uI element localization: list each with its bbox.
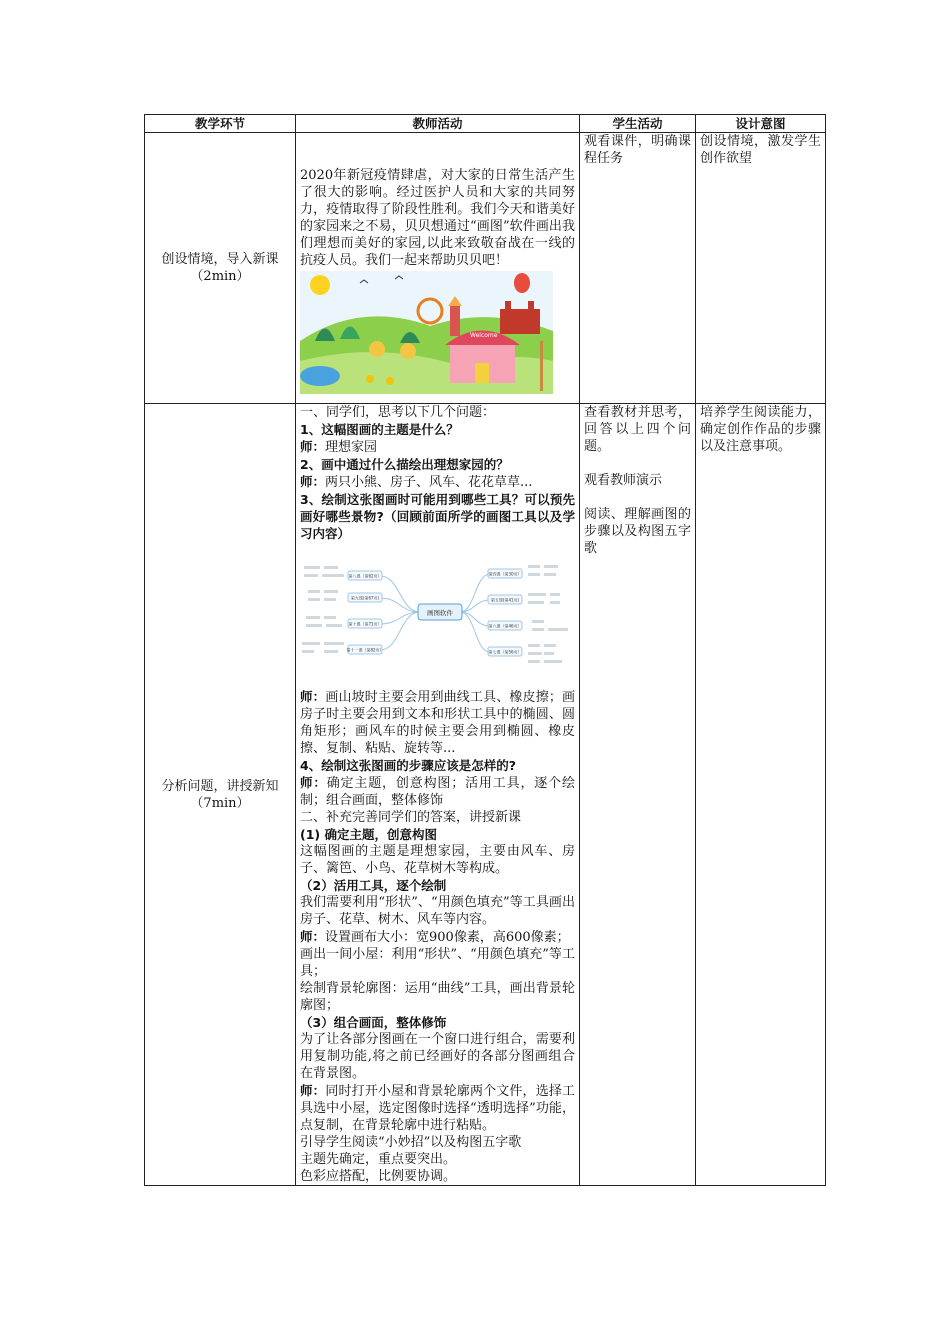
question-3: 3、绘制这张图画时可能用到哪些工具？可以预先画好哪些景物?（回顾前面所学的画图工具以及学习内容） [300, 492, 575, 541]
mind-map-diagram [300, 560, 572, 664]
student-cell: 观看课件，明确课程任务 [580, 133, 696, 404]
mindmap-right-2: 第五课(第41页) [490, 597, 520, 603]
mindmap-left-4: 第十一课（第82页） [346, 647, 384, 653]
header-student: 学生活动 [580, 115, 696, 133]
poem-line-2: 色彩应搭配，比例要协调。 [300, 1169, 457, 1184]
mindmap-left-2: 第九课(第67页) [350, 595, 380, 601]
step-1-title: (1) 确定主题，创意构图 [300, 827, 437, 842]
header-stage: 教学环节 [145, 115, 296, 133]
step-3-guide: 引导学生阅读“小妙招”以及构图五字歌 [300, 1135, 522, 1150]
header-row [145, 115, 826, 133]
step-3-text: 为了让各部分图画在一个窗口进行组合，需要利用复制功能,将之前已经画好的各部分图画组合在背景图。 [300, 1032, 575, 1081]
mindmap-right-1: 第四课（第30页） [488, 571, 522, 577]
answer-4: 师：确定主题，创意构图；活用工具，逐个绘制；组合画面，整体修饰 [300, 775, 575, 808]
step-3-title: （3）组合画面，整体修饰 [300, 1015, 447, 1030]
stage-time-2: （7min） [190, 795, 250, 811]
mindmap-center: 画图软件 [427, 609, 453, 617]
stage-cell [145, 133, 296, 404]
question-4: 4、绘制这张图画的步骤应该是怎样的? [300, 758, 516, 773]
teacher-cell-2 [296, 404, 580, 1186]
step-2-outline: 绘制背景轮廓图：运用“曲线”工具，画出背景轮廓图； [300, 981, 575, 1013]
student-cell-2 [580, 404, 696, 1186]
intent-cell-2: 培养学生阅读能力，确定创作作品的步骤以及注意事项。 [696, 404, 826, 1186]
intro-text: 2020年新冠疫情肆虐，对大家的日常生活产生了很大的影响。经过医护人员和大家的共同努力，疫情取得了阶段性胜利。我们今天和谐美好的家园来之不易，贝贝想通过“画图”软件画出我们理想而美好的家园,以此来致敬奋战在一线的抗疫人员。我们一起来帮助贝贝吧！ [300, 168, 575, 268]
answer-2: 师：两只小熊、房子、风车、花花草草... [300, 474, 533, 490]
part-two-line: 二、补充完善同学们的答案，讲授新课 [300, 810, 522, 825]
student-activity-1: 查看教材并思考，回答以上四个问题。 [584, 405, 691, 454]
stage-title: 创设情境，导入新课 [161, 252, 279, 267]
sun-icon [310, 275, 330, 295]
step-2-house: 画出一间小屋：利用“形状”、“用颜色填充”等工具； [300, 947, 575, 979]
lesson-plan-table [144, 114, 826, 1186]
teacher-cell [296, 133, 580, 404]
question-2: 2、画中通过什么描绘出理想家园的？ [300, 457, 509, 472]
header-teacher: 教师活动 [296, 115, 580, 133]
ideal-home-illustration [300, 271, 553, 394]
mindmap-left-1: 第八课（第62页） [348, 573, 382, 579]
intent-cell: 创设情境，激发学生创作欲望 [696, 133, 826, 404]
header-intent: 设计意图 [696, 115, 826, 133]
stage-cell-2 [145, 404, 296, 1186]
row-intro [145, 133, 826, 404]
student-activity-3: 阅读、理解画图的步骤以及构图五字歌 [584, 507, 691, 556]
student-activity-2: 观看教师演示 [584, 473, 663, 488]
step-2-text: 我们需要利用“形状”、“用颜色填充”等工具画出房子、花草、树木、风车等内容。 [300, 895, 575, 927]
mindmap-right-4: 第七课（第56页） [488, 649, 522, 655]
mindmap-left-3: 第十课（第71页） [348, 621, 382, 627]
row-analysis [145, 404, 826, 1186]
step-2-title: （2）活用工具，逐个绘制 [300, 878, 447, 893]
mindmap-right-3: 第六课（第46页） [488, 623, 522, 629]
step-2-canvas: 师：设置画布大小：宽900像素，高600像素； [300, 929, 570, 945]
poem-line-1: 主题先确定，重点要突出。 [300, 1152, 457, 1167]
intro-line: 一、同学们，思考以下几个问题： [300, 405, 496, 420]
step-1-text: 这幅图画的主题是理想家园，主要由风车、房子、篱笆、小鸟、花草树木等构成。 [300, 844, 575, 876]
stage-time: （2min） [190, 269, 250, 284]
answer-3: 师：画山坡时主要会用到曲线工具、橡皮擦；画房子时主要会用到文本和形状工具中的椭圆、圆角矩形；画风车的时候主要会用到椭圆、橡皮擦、复制、粘贴、旋转等... [300, 689, 575, 756]
stage-title-2: 分析问题，讲授新知 [161, 778, 279, 794]
answer-1: 师：理想家园 [300, 439, 378, 455]
step-3-demo: 师：同时打开小屋和背景轮廓两个文件，选择工具选中小屋，选定图像时选择“透明选择”功能，点复制，在背景轮廓中进行粘贴。 [300, 1083, 575, 1133]
question-1: 1、这幅图画的主题是什么？ [300, 422, 459, 437]
welcome-sign: Welcome [470, 332, 498, 339]
